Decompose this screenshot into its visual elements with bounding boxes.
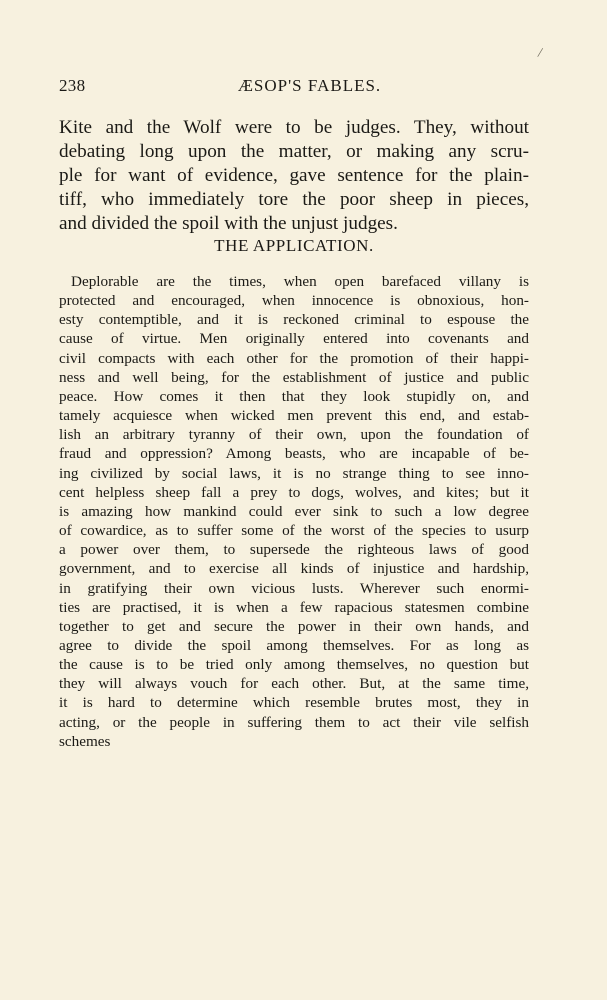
application-line: of cowardice, as to suffer some of the worst of the species to usurp [59,522,529,540]
application-line: they will always vouch for each other. But, at the same time, [59,675,529,693]
application-line: cent helpless sheep fall a prey to dogs, wolves, and kites; but it [59,483,529,501]
application-line: ing civilized by social laws, it is no strange thing to see inno- [59,464,529,482]
application-line: a power over them, to supersede the righteous laws of good [59,541,529,559]
running-head [59,76,552,102]
application-line: acting, or the people in suffering them to act their vile selfish [59,713,529,731]
page-number: 238 [59,76,86,95]
application-line: in gratifying their own vicious lusts. Wherever such enormi- [59,579,529,597]
fable-line: tiff, who immediately tore the poor sheep in pieces, [59,189,529,210]
application-line: Deplorable are the times, when open barefaced villany is [71,273,529,290]
application-line: ness and well being, for the establishment of justice and public [59,368,529,386]
application-line: cause of virtue. Men originally entered into covenants and [59,330,529,348]
application-line: is amazing how mankind could ever sink to such a low degree [59,502,529,520]
application-line: peace. How comes it then that they look stupidly on, and [59,387,529,405]
application-line: protected and encouraged, when innocence is obnoxious, hon- [59,292,529,310]
application-line: fraud and oppression? Among beasts, who are incapable of be- [59,445,529,463]
fable-line: debating long upon the matter, or making any scru- [59,141,529,162]
fable-line: Kite and the Wolf were to be judges. They, without [59,117,529,138]
application-line: it is hard to determine which resemble brutes most, they in [59,694,529,712]
fable-line: ple for want of evidence, gave sentence for the plain- [59,165,529,186]
application-line: agree to divide the spoil among themselves. For as long as [59,636,529,654]
application-line: the cause is to be tried only among themselves, no question but [59,656,529,674]
application-line: together to get and secure the power in their own hands, and [59,617,529,635]
stray-ink-mark: / [536,45,544,62]
fable-line: and divided the spoil with the unjust judges. [59,213,398,234]
application-line: ties are practised, it is when a few rapacious statesmen combine [59,598,529,616]
application-line: esty contemptible, and it is reckoned criminal to espouse the [59,311,529,329]
application-line: schemes [59,732,111,750]
application-line: government, and to exercise all kinds of injustice and hardship, [59,560,529,578]
application-heading: THE APPLICATION. [214,236,374,255]
application-line: tamely acquiesce when wicked men prevent this end, and estab- [59,407,529,425]
running-title: ÆSOP'S FABLES. [237,76,382,95]
application-line: civil compacts with each other for the promotion of their happi- [59,349,529,367]
application-text [59,272,529,751]
fable-text [59,116,529,236]
application-line: lish an arbitrary tyranny of their own, upon the foundation of [59,426,529,444]
